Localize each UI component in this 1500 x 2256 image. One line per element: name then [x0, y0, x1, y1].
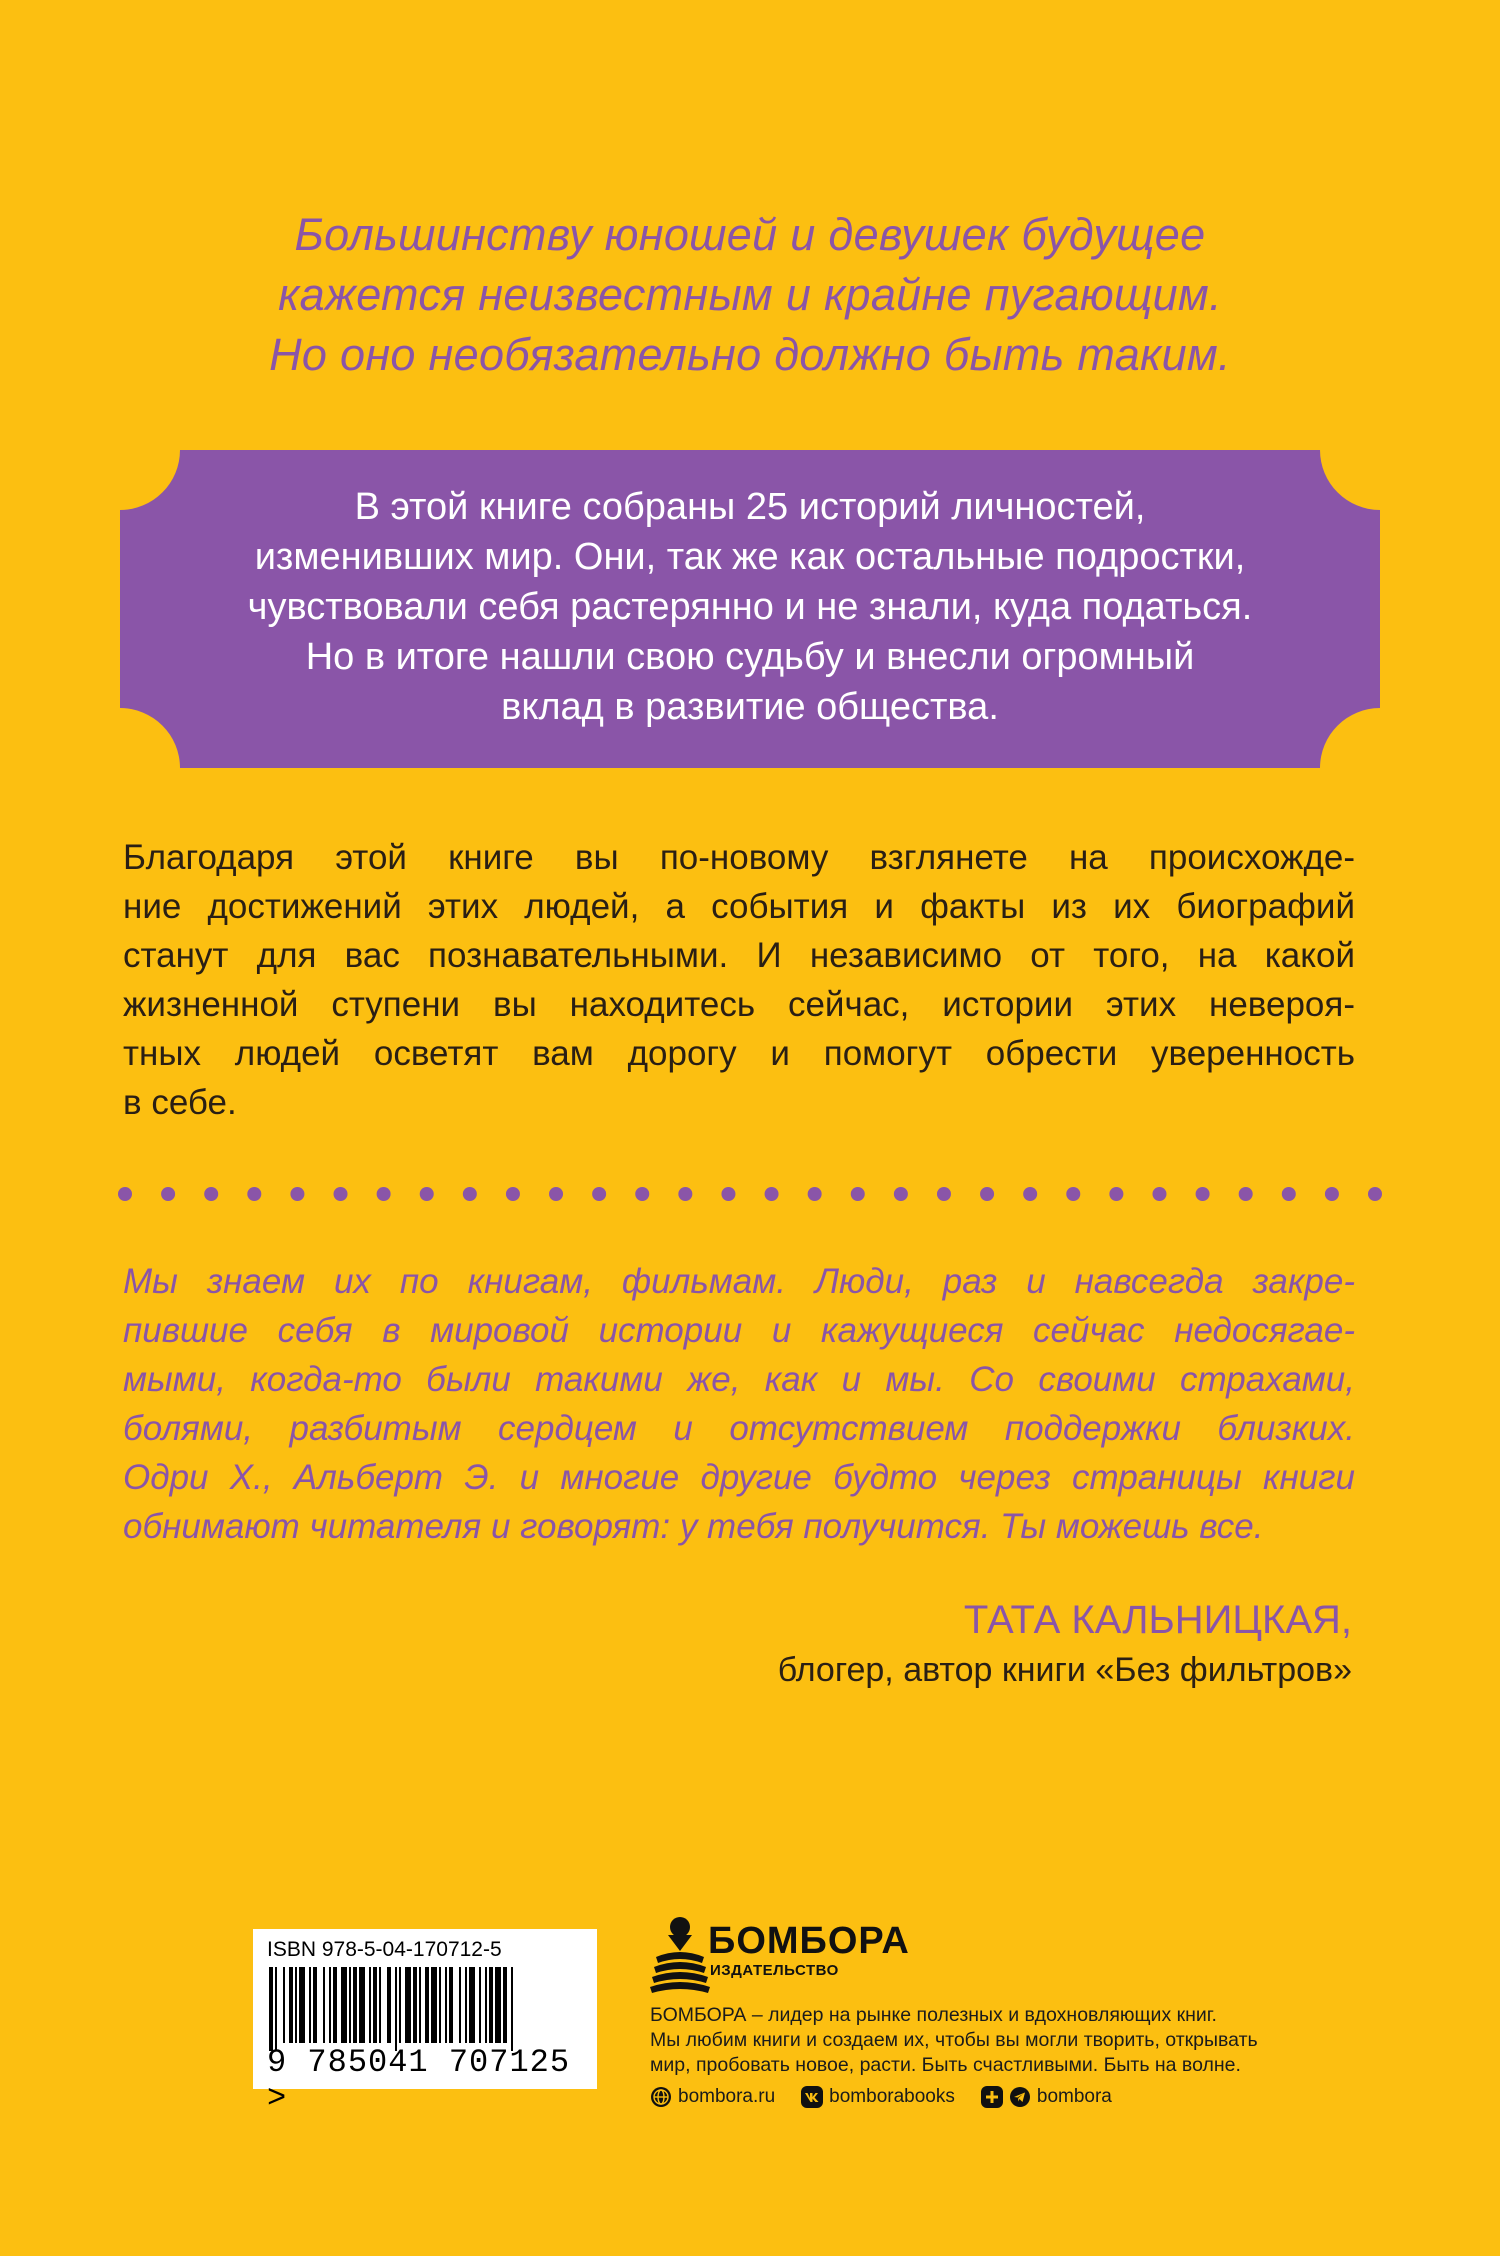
- publisher-subtitle: ИЗДАТЕЛЬСТВО: [710, 1962, 839, 1979]
- publisher-description: [650, 2003, 1350, 2078]
- website-link-text: bombora.ru: [678, 2086, 776, 2107]
- description-line: станут для вас познавательными. И независимо от того, на какой: [123, 936, 1355, 975]
- barcode-bar: [373, 1967, 377, 2043]
- description-line: Благодаря этой книге вы по-новому взглянете на происхожде-: [123, 838, 1355, 877]
- barcode-bar: [295, 1967, 297, 2043]
- barcode-bar: [387, 1967, 391, 2043]
- plaque-line: чувствовали себя растерянно и не знали, куда податься.: [247, 586, 1253, 628]
- barcode-bar: [359, 1967, 365, 2043]
- barcode-bar: [341, 1967, 347, 2043]
- divider-dot: [1023, 1187, 1037, 1201]
- intro-tagline: [150, 205, 1350, 385]
- description-line: ние достижений этих людей, а события и факты из их биографий: [123, 887, 1355, 926]
- divider-dot: [808, 1187, 822, 1201]
- intro-line: кажется неизвестным и крайне пугающим.: [278, 269, 1222, 320]
- publisher-description-line: Мы любим книги и создаем их, чтобы вы могли творить, открывать: [650, 2029, 1258, 2051]
- vk-link[interactable]: [801, 2086, 955, 2108]
- barcode-bar: [349, 1967, 351, 2043]
- barcode-bar: [413, 1967, 417, 2043]
- barcode-bar: [333, 1967, 337, 2043]
- quote-line: болями, разбитым сердцем и отсутствием поддержки близких.: [123, 1409, 1355, 1448]
- divider-dot: [592, 1187, 606, 1201]
- quote-author-role: блогер, автор книги «Без фильтров»: [777, 1651, 1352, 1689]
- plaque-line: В этой книге собраны 25 историй личностей,: [354, 486, 1146, 528]
- description-paragraph: [123, 833, 1355, 1127]
- divider-dot: [1239, 1187, 1253, 1201]
- website-link[interactable]: [650, 2086, 775, 2108]
- plaque-line: Но в итоге нашли свою судьбу и внесли огромный: [305, 636, 1195, 678]
- barcode-bar: [283, 1967, 285, 2043]
- publisher-description-line: БОМБОРА – лидер на рынке полезных и вдохновляющих книг.: [650, 2004, 1217, 2026]
- barcode-bar: [465, 1967, 467, 2043]
- quote-line: Одри Х., Альберт Э. и многие другие будто через страницы книги: [123, 1458, 1355, 1497]
- barcode-bar: [309, 1967, 311, 2043]
- divider-dot: [420, 1187, 434, 1201]
- barcode-bar: [275, 1967, 277, 2051]
- divider-dot: [894, 1187, 908, 1201]
- plaque-text: [120, 482, 1380, 732]
- divider-dot: [1152, 1187, 1166, 1201]
- barcode-bar: [395, 1967, 397, 2051]
- publisher-block: [630, 1903, 1350, 2123]
- divider-dot: [247, 1187, 261, 1201]
- barcode-bar: [369, 1967, 371, 2043]
- plaque-line: изменивших мир. Они, так же как остальные подростки,: [254, 536, 1246, 578]
- barcode-bar: [399, 1967, 401, 2043]
- quote-line: Мы знаем их по книгам, фильмам. Люди, раз и навсегда закре-: [123, 1262, 1355, 1301]
- publisher-description-line: мир, пробовать новое, расти. Быть счастливыми. Быть на волне.: [650, 2054, 1241, 2076]
- divider-dot: [765, 1187, 779, 1201]
- quote-line: мыми, когда-то были такими же, как и мы. Со своими страхами,: [123, 1360, 1355, 1399]
- barcode-bar: [379, 1967, 381, 2043]
- publisher-name: БОМБОРА: [708, 1920, 910, 1962]
- barcode-bar: [469, 1967, 475, 2043]
- barcode-bar: [459, 1967, 461, 2043]
- barcode-bar: [439, 1967, 441, 2043]
- divider-dot: [377, 1187, 391, 1201]
- divider-dot: [1325, 1187, 1339, 1201]
- description-line: в себе.: [123, 1083, 237, 1122]
- barcode-bar: [329, 1967, 331, 2043]
- intro-line: Большинству юношей и девушек будущее: [294, 209, 1206, 260]
- barcode-bar: [479, 1967, 481, 2043]
- barcode-bar: [485, 1967, 487, 2043]
- divider-dot: [506, 1187, 520, 1201]
- barcode-bar: [431, 1967, 437, 2043]
- divider-dot: [678, 1187, 692, 1201]
- barcode-bar: [419, 1967, 421, 2043]
- barcode-bar: [299, 1967, 305, 2043]
- isbn-label: ISBN 978-5-04-170712-5: [267, 1938, 502, 1961]
- divider-dot: [290, 1187, 304, 1201]
- isbn-barcode: [253, 1929, 597, 2117]
- description-line: тных людей осветят вам дорогу и помогут обрести уверенность: [123, 1034, 1355, 1073]
- barcode-bar: [289, 1967, 293, 2043]
- divider-dot: [851, 1187, 865, 1201]
- divider-dot: [549, 1187, 563, 1201]
- quote-author: ТАТА КАЛЬНИЦКАЯ,: [963, 1598, 1352, 1642]
- barcode-bar: [313, 1967, 317, 2043]
- telegram-link-text: bombora: [1036, 2086, 1112, 2107]
- divider-dot: [1109, 1187, 1123, 1201]
- divider-dot: [1196, 1187, 1210, 1201]
- divider-dot: [161, 1187, 175, 1201]
- telegram-icon: [1009, 2086, 1031, 2108]
- divider-dot: [980, 1187, 994, 1201]
- divider-dot: [721, 1187, 735, 1201]
- vk-link-text: bomborabooks: [829, 2086, 955, 2107]
- plaque-line: вклад в развитие общества.: [501, 686, 999, 728]
- dotted-divider: [118, 1186, 1382, 1202]
- barcode-bar: [449, 1967, 453, 2043]
- divider-dot: [1066, 1187, 1080, 1201]
- description-line: жизненной ступени вы находитесь сейчас, истории этих невероя-: [123, 985, 1355, 1024]
- barcode-bar: [269, 1967, 273, 2051]
- barcode-bar: [489, 1967, 493, 2043]
- divider-dot: [334, 1187, 348, 1201]
- plus-icon: [981, 2086, 1003, 2108]
- barcode-digits: 9 785041 707125 >: [267, 2044, 571, 2117]
- publisher-links: [650, 2083, 1138, 2111]
- divider-dot: [204, 1187, 218, 1201]
- divider-dot: [1282, 1187, 1296, 1201]
- divider-dot: [1368, 1187, 1382, 1201]
- divider-dot: [937, 1187, 951, 1201]
- barcode-bar: [405, 1967, 411, 2043]
- barcode-bar: [445, 1967, 447, 2043]
- barcode-bar: [425, 1967, 429, 2043]
- intro-line: Но оно необязательно должно быть таким.: [269, 329, 1231, 380]
- divider-dot: [635, 1187, 649, 1201]
- divider-dot: [463, 1187, 477, 1201]
- globe-icon: [650, 2086, 672, 2108]
- vk-icon: [801, 2086, 823, 2108]
- barcode-bar: [353, 1967, 357, 2043]
- review-quote: [123, 1257, 1355, 1551]
- barcode-bar: [503, 1967, 507, 2043]
- divider-dot: [118, 1187, 132, 1201]
- quote-line: обнимают читателя и говорят: у тебя получится. Ты можешь все.: [123, 1507, 1264, 1546]
- summary-plaque: [120, 450, 1380, 768]
- telegram-link[interactable]: [981, 2086, 1112, 2108]
- quote-line: пившие себя в мировой истории и кажущиеся сейчас недосягае-: [123, 1311, 1355, 1350]
- barcode-bar: [323, 1967, 325, 2043]
- barcode-bar: [495, 1967, 501, 2043]
- barcode-bar: [511, 1967, 513, 2051]
